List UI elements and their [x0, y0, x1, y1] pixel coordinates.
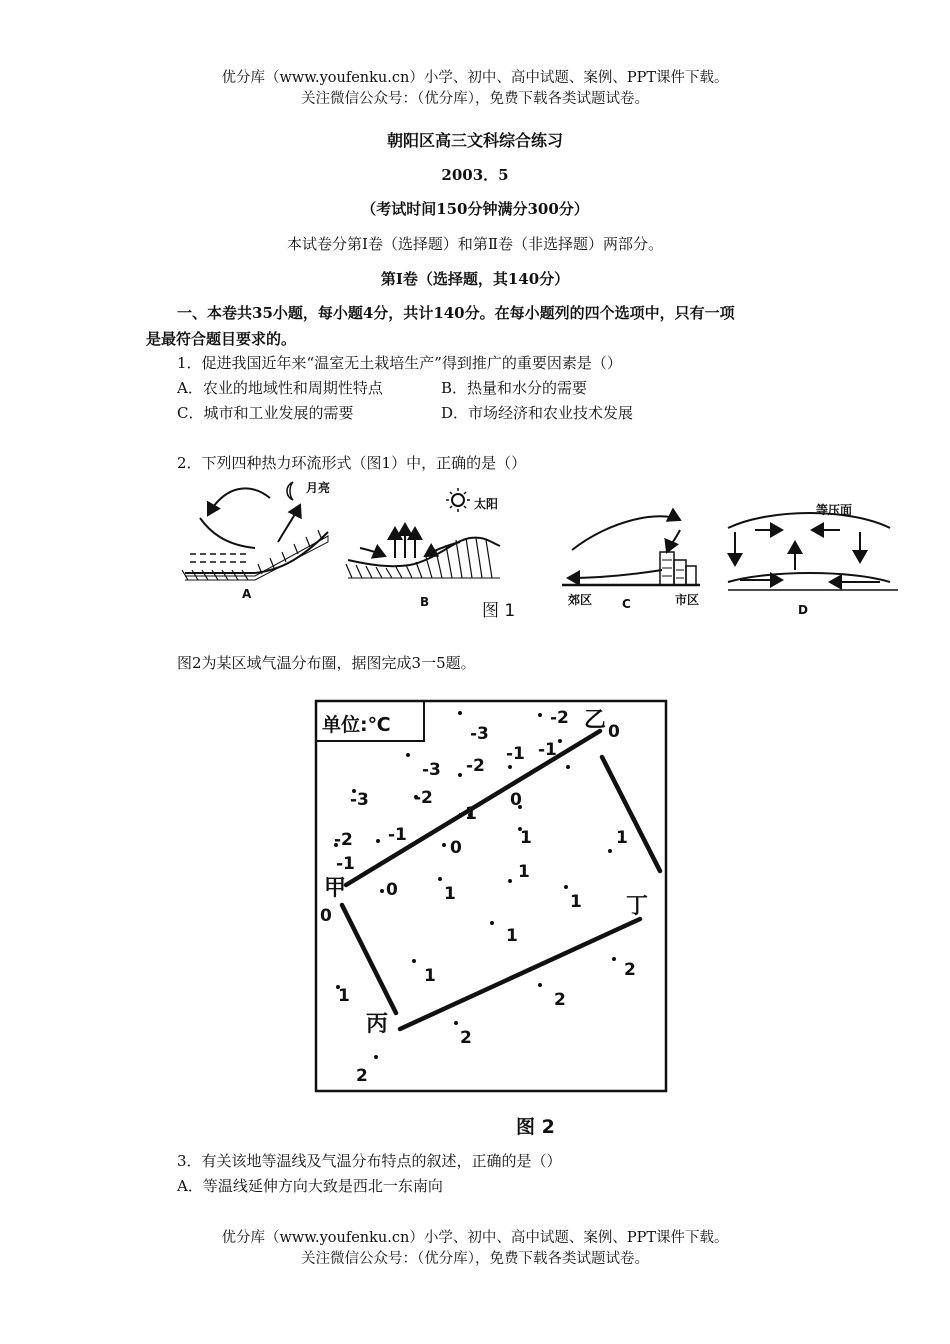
- temp-value: 2: [356, 1066, 368, 1086]
- temp-value: -3: [470, 724, 489, 744]
- panel-label-b: B: [420, 595, 430, 609]
- q1-option-b: B．热量和水分的需要: [441, 379, 588, 397]
- panel-label-a: A: [242, 587, 252, 601]
- q1-option-c: C．城市和工业发展的需要: [177, 404, 354, 422]
- part1-title: 第Ⅰ卷（选择题，其140分）: [380, 270, 570, 288]
- q1-stem: 1．促进我国近年来“温室无土栽培生产”得到推广的重要因素是（）: [177, 354, 622, 372]
- isotherm-right: [602, 757, 660, 871]
- header-line-2: 关注微信公众号：（优分库），免费下载各类试题试卷。: [301, 91, 649, 107]
- exam-time: （考试时间150分钟满分300分）: [361, 200, 589, 218]
- temp-value: 2: [460, 1028, 472, 1048]
- temp-value: 2: [554, 990, 566, 1010]
- point-bing: 丙: [366, 1012, 389, 1037]
- temp-value: 1: [338, 986, 350, 1006]
- temp-value: 1: [444, 884, 456, 904]
- point-yi: 乙: [584, 708, 607, 733]
- temp-value: -1: [336, 854, 355, 874]
- panel-label-d: D: [798, 603, 808, 617]
- fig2-intro: 图2为某区域气温分布圈，据图完成3一5题。: [177, 654, 476, 672]
- sun-label: 太阳: [474, 497, 499, 511]
- figure-2: [310, 695, 670, 1140]
- temp-value: -3: [422, 760, 441, 780]
- temp-value: -1: [538, 740, 557, 760]
- temp-value: -2: [334, 830, 353, 850]
- figure-2-caption: 图 2: [516, 1116, 555, 1138]
- point-jia: 甲: [324, 876, 347, 901]
- temp-value: 0: [510, 790, 522, 810]
- intro-text: 本试卷分第Ⅰ卷（选择题）和第Ⅱ卷（非选择题）两部分。: [286, 235, 664, 253]
- moon-label: 月亮: [306, 481, 331, 495]
- q2-stem: 2．下列四种热力环流形式（图1）中，正确的是（）: [177, 454, 527, 472]
- temp-value: 1: [506, 926, 518, 946]
- temp-value: 0: [450, 838, 462, 858]
- temp-value: 2: [624, 960, 636, 980]
- temp-value: -1: [458, 804, 477, 824]
- figure-1-caption: 图 1: [482, 601, 516, 621]
- temp-value: 0: [608, 722, 620, 742]
- temp-value: -2: [550, 708, 569, 728]
- temp-value: -2: [414, 788, 433, 808]
- footer-line-1: 优分库（www.youfenku.cn）小学、初中、高中试题、案例、PPT课件下载。: [221, 1230, 729, 1246]
- q1-option-a: A．农业的地域性和周期性特点: [177, 379, 383, 397]
- city-label: 市区: [675, 593, 700, 607]
- temp-value: -1: [506, 744, 525, 764]
- q3-stem: 3．有关该地等温线及气温分布特点的叙述，正确的是（）: [177, 1152, 562, 1170]
- panel-d: [728, 513, 898, 590]
- temp-value: 1: [518, 862, 530, 882]
- temp-value: 0: [320, 906, 332, 926]
- temp-value: -2: [466, 756, 485, 776]
- isobar-label: 等压面: [816, 503, 853, 517]
- figure-1: [170, 470, 910, 630]
- instructions-line-1: 一、本卷共35小题，每小题4分，共计140分。在每小题列的四个选项中，只有一项: [177, 304, 735, 322]
- isotherm-bing-ding: [400, 919, 640, 1029]
- temp-value: 1: [570, 892, 582, 912]
- doc-date: 2003．5: [441, 166, 509, 184]
- temp-value: -1: [388, 825, 407, 845]
- panel-a: [182, 481, 331, 580]
- suburb-label: 郊区: [568, 593, 593, 607]
- panel-label-c: C: [622, 597, 631, 611]
- header-line-1: 优分库（www.youfenku.cn）小学、初中、高中试题、案例、PPT课件下载。: [221, 70, 729, 86]
- footer-line-2: 关注微信公众号：（优分库），免费下载各类试题试卷。: [301, 1251, 649, 1267]
- q3-option-a: A．等温线延伸方向大致是西北一东南向: [177, 1177, 443, 1195]
- isotherm-jia-bing: [342, 905, 396, 1013]
- doc-title: 朝阳区高三文科综合练习: [386, 131, 563, 150]
- temp-value: 1: [424, 966, 436, 986]
- temp-value: -3: [350, 790, 369, 810]
- temp-value: 1: [520, 828, 532, 848]
- temp-value: 1: [616, 828, 628, 848]
- point-ding: 丁: [626, 894, 649, 919]
- instructions-line-2: 是最符合题目要求的。: [146, 330, 297, 348]
- q1-option-d: D．市场经济和农业技术发展: [441, 404, 634, 422]
- temp-value: 0: [386, 880, 398, 900]
- unit-label: 单位:℃: [322, 714, 391, 736]
- panel-c: [562, 516, 700, 585]
